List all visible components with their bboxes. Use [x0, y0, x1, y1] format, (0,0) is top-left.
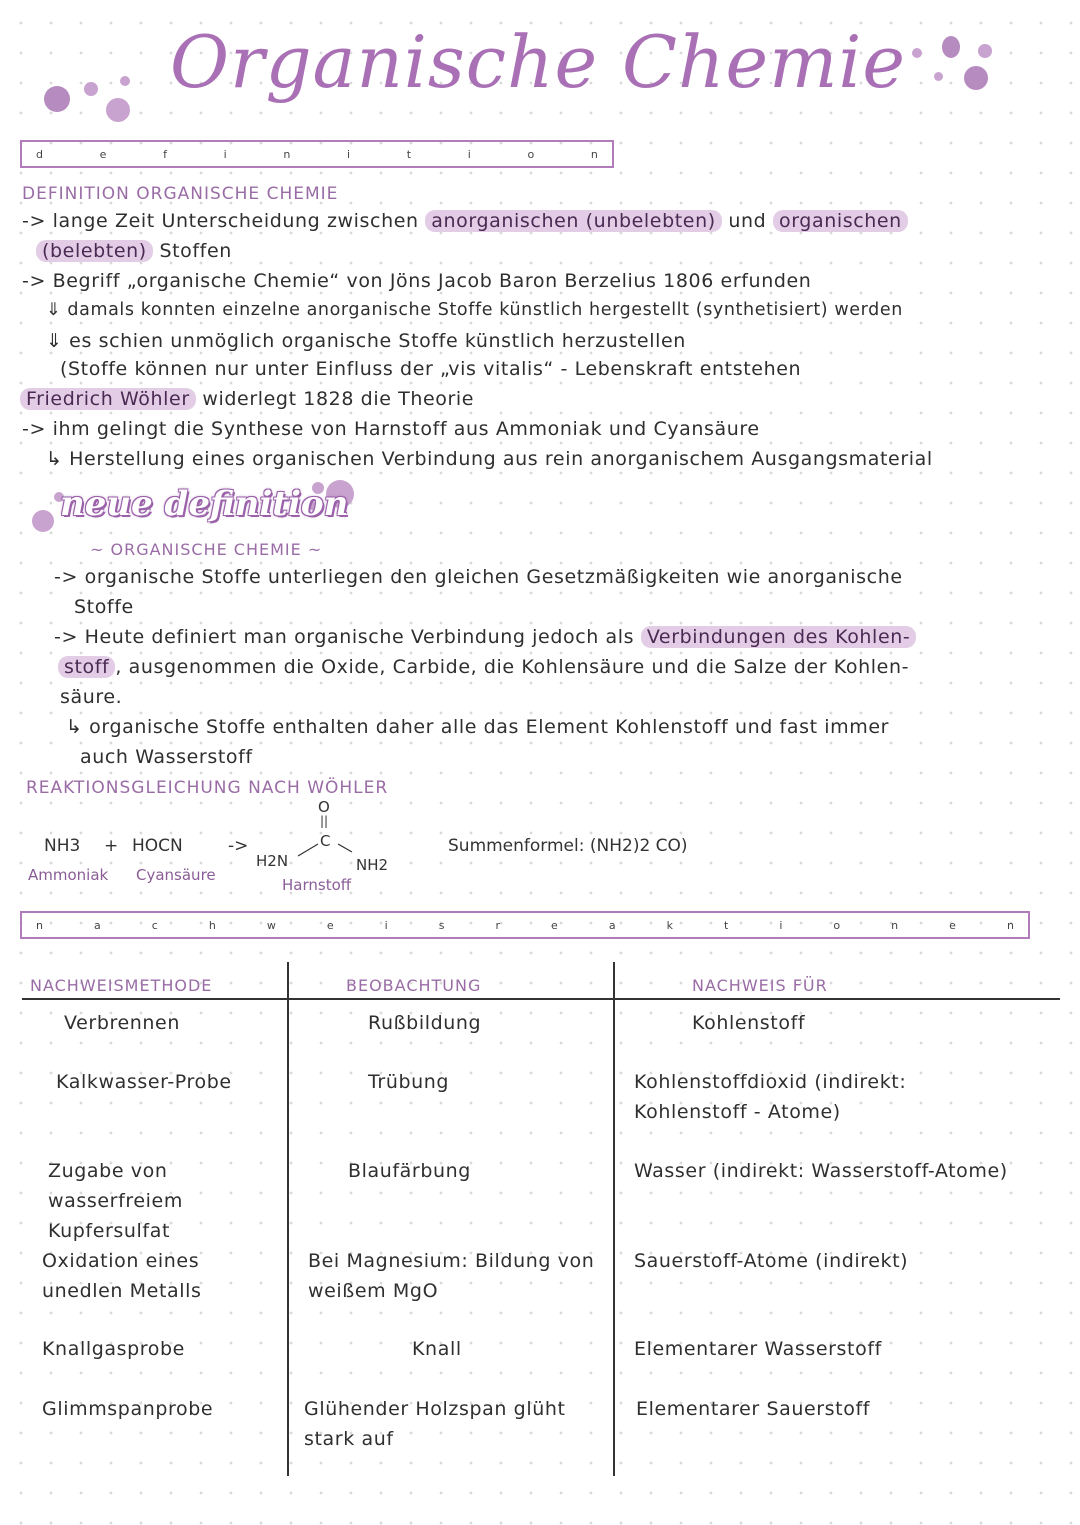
table-divider — [287, 962, 289, 1476]
bar-letter: a — [608, 918, 616, 932]
table-cell: Knall — [412, 1338, 462, 1360]
text-line: ↳ organische Stoffe enthalten daher alle das Element Kohlenstoff und fast immer — [66, 716, 890, 738]
text-line: auch Wasserstoff — [80, 746, 253, 768]
text-line: -> Begriff „organische Chemie“ von Jöns Jacob Baron Berzelius 1806 erfunden — [22, 270, 812, 292]
highlight: (belebten) — [36, 240, 153, 262]
section-title-new-definition: neue definition — [60, 484, 349, 524]
text-segment: widerlegt 1828 die Theorie — [202, 388, 475, 410]
table-cell: Trübung — [368, 1071, 450, 1093]
page-title: Organische Chemie — [170, 20, 906, 104]
table-cell: Zugabe von wasserfreiem Kupfersulfat — [48, 1160, 183, 1242]
bar-letter: e — [326, 918, 334, 932]
table-divider — [613, 962, 615, 1476]
table-cell: Elementarer Sauerstoff — [636, 1398, 871, 1420]
reaction-heading: REAKTIONSGLEICHUNG NACH WÖHLER — [26, 778, 389, 798]
bar-letter: e — [551, 918, 558, 932]
bar-letter: a — [94, 918, 101, 932]
bar-letter: d — [36, 147, 43, 161]
section-heading-definition: DEFINITION ORGANISCHE CHEMIE — [22, 184, 339, 204]
oxygen-atom: O — [318, 798, 330, 816]
table-cell: Kohlenstoffdioxid (indirekt: Kohlenstoff - Atome) — [634, 1071, 907, 1123]
highlight: organischen — [773, 210, 908, 232]
reactant-cyanic-acid: HOCN — [132, 836, 183, 856]
text-line: -> organische Stoffe unterliegen den gleichen Gesetzmäßigkeiten wie anorganische — [54, 566, 903, 588]
table-cell: Kohlenstoff — [692, 1012, 806, 1034]
decor-dot — [44, 86, 70, 112]
highlight: Verbindungen des Kohlen- — [641, 626, 917, 648]
bar-letter: i — [384, 918, 388, 932]
text-segment: und — [728, 210, 767, 232]
bar-letter: i — [223, 147, 227, 161]
table-cell: Glimmspanprobe — [42, 1398, 214, 1420]
bar-letter: n — [891, 918, 899, 932]
table-cell: Wasser (indirekt: Wasserstoff-Atome) — [634, 1160, 1008, 1182]
reaction-arrow: -> — [228, 836, 249, 856]
bar-letter: t — [723, 918, 729, 932]
text-segment: Stoffen — [159, 240, 232, 262]
bar-letter: n — [36, 918, 43, 932]
decor-dot — [106, 98, 130, 122]
text-line: Stoffe — [74, 596, 134, 618]
definition-bar — [20, 140, 614, 168]
bar-letter: o — [833, 918, 841, 932]
decor-dot — [120, 76, 130, 86]
bar-letter: s — [438, 918, 445, 932]
text-line — [54, 626, 916, 648]
table-cell: Bei Magnesium: Bildung von weißem MgO — [308, 1250, 595, 1302]
plus-sign: + — [104, 836, 119, 856]
text-line — [20, 388, 474, 410]
decor-dot — [84, 82, 98, 96]
bar-letter: e — [99, 147, 107, 161]
bar-letter: k — [666, 918, 673, 932]
bar-letter: n — [1006, 918, 1014, 932]
bar-letter: n — [283, 147, 291, 161]
label-ammonia: Ammoniak — [28, 866, 109, 884]
table-cell: Rußbildung — [368, 1012, 482, 1034]
reactant-ammonia: NH3 — [44, 836, 81, 856]
label-urea: Harnstoff — [282, 876, 352, 894]
nachweis-bar — [20, 911, 1030, 939]
highlight: stoff — [58, 656, 115, 678]
text-line: ⇓ es schien unmöglich organische Stoffe künstlich herzustellen — [46, 330, 686, 352]
bar-letter: c — [151, 918, 158, 932]
h2n-group: H2N — [256, 852, 289, 870]
table-cell: Blaufärbung — [348, 1160, 471, 1182]
table-cell: Oxidation eines unedlen Metalls — [42, 1250, 202, 1302]
sub-heading: ~ ORGANISCHE CHEMIE ~ — [90, 540, 323, 559]
table-cell: Glühender Holzspan glüht stark auf — [304, 1398, 566, 1450]
bar-letter: t — [406, 147, 412, 161]
bar-letter: i — [347, 147, 351, 161]
table-divider — [22, 998, 1060, 1000]
text-segment: -> lange Zeit Unterscheidung zwischen — [22, 210, 419, 232]
text-line: -> ihm gelingt die Synthese von Harnstoff aus Ammoniak und Cyansäure — [22, 418, 760, 440]
decor-dot — [978, 44, 992, 58]
bar-letter: w — [266, 918, 276, 932]
label-cyanic-acid: Cyansäure — [136, 866, 216, 884]
bar-letter: i — [467, 147, 471, 161]
table-cell: Verbrennen — [64, 1012, 180, 1034]
text-segment: , ausgenommen die Oxide, Carbide, die Kohlensäure und die Salze der Kohlen- — [115, 656, 910, 678]
bar-letter: r — [495, 918, 501, 932]
decor-dot — [934, 72, 943, 81]
table-cell: Sauerstoff-Atome (indirekt) — [634, 1250, 909, 1272]
table-cell: Knallgasprobe — [42, 1338, 185, 1360]
bar-letter: o — [527, 147, 535, 161]
decor-dot — [942, 36, 960, 58]
text-line: säure. — [60, 686, 123, 708]
bar-letter: i — [779, 918, 783, 932]
text-line — [22, 210, 908, 232]
text-line: ↳ Herstellung eines organischen Verbindung aus rein anorganischem Ausgangsmaterial — [46, 448, 933, 470]
table-cell: Elementarer Wasserstoff — [634, 1338, 882, 1360]
column-header: NACHWEIS FÜR — [692, 976, 828, 995]
column-header: BEOBACHTUNG — [346, 976, 482, 995]
text-line: (Stoffe können nur unter Einfluss der „vis vitalis“ - Lebenskraft entstehen — [60, 358, 802, 380]
bar-letter: h — [208, 918, 216, 932]
carbon-atom: C — [320, 832, 331, 850]
column-header: NACHWEISMETHODE — [30, 976, 213, 995]
nh2-group: NH2 — [356, 856, 389, 874]
decor-dot — [32, 510, 54, 532]
text-line: ⇓ damals konnten einzelne anorganische Stoffe künstlich hergestellt (synthetisiert) werden — [46, 300, 903, 320]
bar-letter: f — [163, 147, 167, 161]
decor-dot — [964, 66, 988, 90]
highlight: anorganischen (unbelebten) — [425, 210, 721, 232]
decor-dot — [912, 48, 922, 58]
table-cell: Kalkwasser-Probe — [56, 1071, 232, 1093]
bar-letter: n — [590, 147, 598, 161]
double-bond: || — [320, 814, 329, 828]
sum-formula: Summenformel: (NH2)2 CO) — [448, 836, 688, 856]
bond-lines — [290, 836, 390, 876]
text-line — [58, 656, 909, 678]
highlight: Friedrich Wöhler — [20, 388, 196, 410]
bar-letter: e — [949, 918, 956, 932]
text-segment: -> Heute definiert man organische Verbindung jedoch als — [54, 626, 635, 648]
text-line — [36, 240, 232, 262]
